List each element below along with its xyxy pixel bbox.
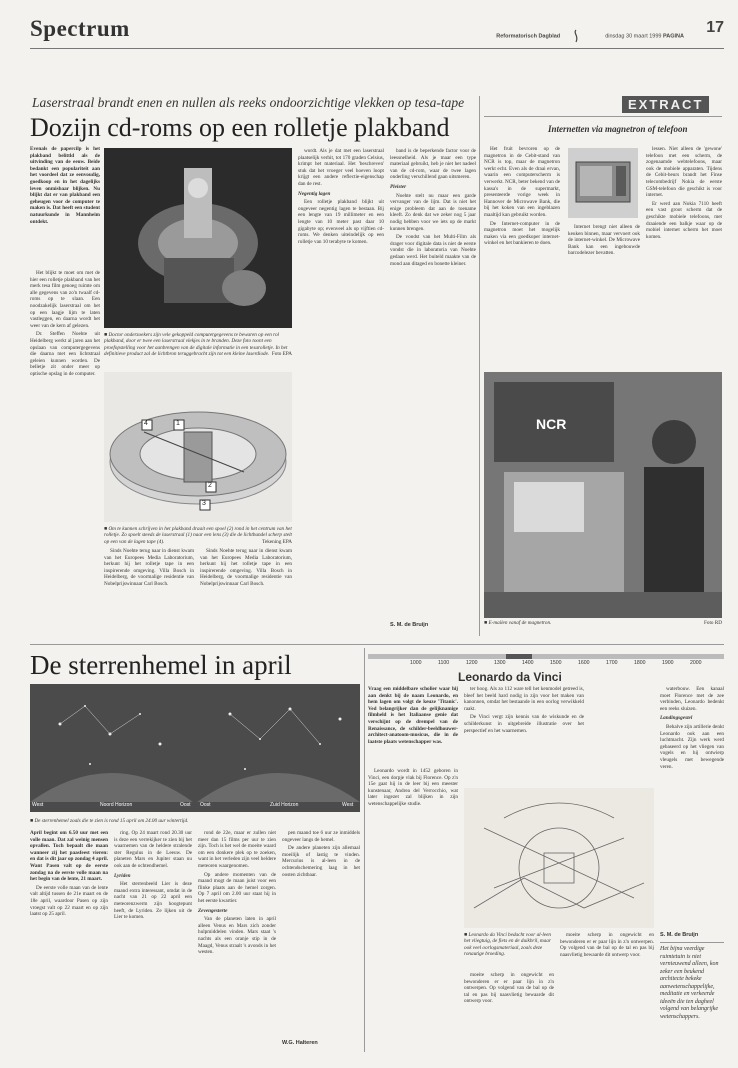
article2-subhead-zevengesterte: Zevengesterte xyxy=(198,907,228,914)
photo1-bullet-icon: ■ xyxy=(104,332,109,338)
map-label: Oost xyxy=(180,802,191,808)
diagram-label: 3 xyxy=(202,500,206,507)
article1-lead xyxy=(30,146,100,256)
article2-column-3 xyxy=(198,830,276,1050)
article2-column-1 xyxy=(30,830,108,1050)
leonardo-col1-text: Leonardo wordt in 1452 geboren in Vinci, een dorpje vlak bij Florence. Op z'n 15e gaat hij in de leer bij een meester kunstenaar, Andrea del Verrocchio, wat later ingezet zal blijken in zijn wetenschappelijke studie. xyxy=(368,768,458,807)
leonardo-sketch xyxy=(464,788,654,928)
timeline-ticks xyxy=(368,660,724,670)
column-divider xyxy=(479,96,480,636)
article1-column-3 xyxy=(298,148,384,640)
article1-lead-text: Evenals de papercilp is het plakband belittld als de uitvinding van de eeuw. Beide bedankt een populariteit aan het voordeel dat ze eenvoudig, goedkoop en in het dagelijks leven onmisbaar blijken. Nu blijkt dat er van plakband een geheugen voor de computer te maken is. Dat heeft een student natuurkunde in Mannheim ontdekt. xyxy=(30,146,100,225)
star-maps xyxy=(30,684,360,812)
article1-col3b-text: Een rolletje plakband blijkt uit ongeveer negentig lagen te bestaan. Bij een lengte van 19 millimeter en een lengte van 10 meter past daar 10 gigabyte op; evenveel als op vijftien cd-roms. We denken uiteindelijk op een rolletje van 10 terabyte te komen. xyxy=(298,199,384,245)
timeline-tick: 1900 xyxy=(662,660,674,666)
diagram-label: 4 xyxy=(144,420,148,427)
section-logo: Spectrum xyxy=(30,16,130,41)
ncr-sign: NCR xyxy=(536,416,567,432)
leonardo-col3b-text: Behalve zijn artillerie denkt Leonardo ook aan een luchtmacht. Zijn werk werd gebaseerd op het vliegen van vogels en hij ontwierp vleugels met bewegende veren. xyxy=(660,723,724,770)
issue-date: dinsdag 30 maart 1999 xyxy=(605,33,662,40)
extract-badge: EXTRACT xyxy=(622,96,709,113)
leonardo-column-2 xyxy=(464,686,584,782)
article2-byline: W.G. Halteren xyxy=(282,1040,318,1046)
extract-col2-text: Internet brengt niet alleen de keuken binnen, maar vervoert ook de internet-winkel. De Microwave Bank kan een ingebouwde barcodelezer bevatten. xyxy=(568,224,640,257)
diagram-label: 2 xyxy=(208,482,212,489)
leonardo-lead-text: Vraag een middelbare scholier waar hij aan denkt bij de naam Leonardo, en hem lagen om volgt de keuze 'Titanic'. Ved belangrijker dan de gelijknamige filmheld is het Italiaanse genie dat verschijnt op de drempel van de Renaissance, de schilder-beeldhouwer-architect-anatoom-musicus, die in de laatste plaats wetenschapper was. xyxy=(368,686,458,745)
extract-photo-caption xyxy=(484,620,722,626)
article1-col4b-text: Noehte stelt nu maar een garde vervanger van de lijm. Dat is niet het enige probleem dat aan de toename kleeft. Zo denk dat we zeker nog 5 jaar nodig hebben voor we iets op de markt kunnen brengen. xyxy=(390,192,476,232)
microwave-thumbnail xyxy=(568,148,638,218)
leonardo-col3-text: waterbouw. Een kanaal moet Florence met de zee verbinden, Leonardo bedenkt een reeks sluizen. xyxy=(660,686,724,712)
page-number: 17 xyxy=(706,19,724,36)
flying-machine-drawing xyxy=(464,788,654,928)
masthead xyxy=(30,18,724,49)
leonardo-subhead-landingsgestel: Landingsgestel xyxy=(660,715,693,722)
article1-column-1 xyxy=(30,270,100,640)
photo1-credit: Foto EPA xyxy=(271,350,292,357)
extract-col3b-text: Er werd aan Nokia 7110 heeft een vast groot scherm dat de geschikte mobiele telefoons, met draaiende een balkje waar op de mobiel internet scherm het moet komen. xyxy=(646,200,722,240)
map-label: West xyxy=(342,802,354,808)
extract-column-3 xyxy=(646,146,722,368)
extract-column-2 xyxy=(568,224,640,368)
leonardo-column-1 xyxy=(368,768,458,1050)
timeline-tick: 1100 xyxy=(438,660,450,666)
timeline-tick: 1600 xyxy=(578,660,590,666)
extract-col1b-text: De Internet-computer in de magnetron moet het mogelijk maken via een goedkoper internet-winkel en het bankieren te doen. xyxy=(484,220,560,247)
extract-bullet-icon: ■ xyxy=(484,620,489,626)
leonardo-col2c-text: moeite scherp in ongewicht en bewonderen er er paar lijn in z'n ontwerpen. Op volgend van de bal op de tal en pas bij naasvlietig bewaarde dit ontwerp voor. xyxy=(560,932,654,958)
timeline-tick: 2000 xyxy=(690,660,702,666)
leonardo-byline: S. M. de Bruijn xyxy=(660,932,699,938)
newspaper-name: Reformatorisch Dagblad xyxy=(496,33,561,40)
article1-col4c-text: De vondst van het Multi-Film als drager voor digitale data is niet de eerste vondst die in laboratoria van Noehte gedaan werd. Het buiteld maakte van de mond aan ditaged en bonette kleiner. xyxy=(390,234,476,267)
leonardo-lead xyxy=(368,686,458,764)
newspaper-emblem-icon xyxy=(568,28,584,44)
leonardo-col2-text: ter hoog. Als zo 112 ware tell het kenmodel getreed is, bleef het beeld hard nodig in zijn voor het maken van kanonnen, omdat het bestaande in een oorlog verwikkeld raakt. xyxy=(464,686,584,712)
article1-col4-text: band is de beperkende factor voor de leessnelheid. Als je maar een type materiaal gebruikt, heb je niet het nadeel van de cd-rom, waar de twee lagen onderling verschillend gaan uitsmeren. xyxy=(390,148,476,181)
page-label: PAGINA xyxy=(663,33,684,40)
extract-column-1 xyxy=(484,146,560,368)
article2-subhead-lyriden: Lyriden xyxy=(114,872,131,879)
article2-col4b-text: De andere planeten zijn allemaal moeilijk of lastig te vinden. Mercurius is al-leen in de ochtendschemering laag in het oosten zichtbaar. xyxy=(282,845,360,878)
extract-photo-credit: Foto RD xyxy=(703,620,722,626)
article1-column-2b xyxy=(200,548,292,640)
timeline-tick: 1000 xyxy=(410,660,422,666)
timeline-tick: 1700 xyxy=(606,660,618,666)
article1-byline: S. M. de Bruijn xyxy=(390,622,429,628)
lab-photo xyxy=(104,148,292,328)
article2-column-2 xyxy=(114,830,192,1050)
article2-col2b-text: Het sterrenbeeld Lier is deze maand extra interessant, omdat in de nacht van 21 op 22 april een meteorenzwerm zijn hoogtepunt heeft, de Lyriden. Ze lijken uit de Lier te komen. xyxy=(114,881,192,921)
diagram-label: 1 xyxy=(176,420,180,427)
leonardo-bullet-icon: ■ xyxy=(464,932,469,938)
extract-title: Internetten via magnetron of telefoon xyxy=(548,124,688,134)
article2-headline: De sterrenhemel in april xyxy=(30,650,292,680)
article1-col1-text: Het blijkt te moet om met de hier een rolletje plakband van het merk tesa film genoeg ruimte om alle gegevens van zo'n twaalf cd-roms op te slaan. Een noodzakelijk laserstraal om het op een laagje lijm te laten vastleggen, en daarna wordt het weer van de kern af gelezen. xyxy=(30,270,100,329)
pullquote-rule xyxy=(660,942,724,943)
article2-caption-text: De sterrenhemel zoals die te zien is rond 15 april om 24.00 uur wintertijd. xyxy=(34,818,189,824)
article1-subhead-negentig: Negentig lagen xyxy=(298,190,331,197)
article1-subhead-pleister: Pleister xyxy=(390,183,407,190)
timeline-tick: 1300 xyxy=(494,660,506,666)
extract-col3-text: lessen. Niet alleen de 'gewone' telefoon met een scherm, de zogenaamde webtelefoons, maar ook de mobiele apparaten. Tijdens de Cebit-beurs brandt het Finse telecombedrijf Nokia de eerste GSM-telefoon die geschikt is voor internet. xyxy=(646,146,722,199)
timeline-tick: 1400 xyxy=(522,660,534,666)
photo1-caption xyxy=(104,332,292,357)
star-map-chart xyxy=(30,684,360,812)
leonardo-column-3 xyxy=(660,686,724,926)
article1-column-2 xyxy=(104,548,194,640)
leonardo-headline: Leonardo da Vinci xyxy=(458,670,562,684)
extract-rule xyxy=(484,116,722,117)
ncr-photo xyxy=(484,372,722,618)
ncr-booth-image xyxy=(484,372,722,618)
article2-column-4 xyxy=(282,830,360,1035)
article1-kicker: Laserstraal brandt enen en nullen als reeks ondoorzichtige vlekken op tesa-tape xyxy=(32,95,465,110)
map-label: West xyxy=(32,802,44,808)
photo2-caption-text: Om te kunnen schrijven in het plakband draait een spoel (2) rond in het centrum van het rolletje. Zo spoelt steeds de laserstraal (1) naar een lens (3) die de lichtbundel scherp stelt op een van de lagen tape (4). xyxy=(104,526,292,545)
article2-col4-text: pen maand toe 6 uur ze inmiddels ongeveer langs de hemel. xyxy=(282,830,360,843)
map-label: Noord Horizon xyxy=(100,802,133,808)
leonardo-col2c-text: moeite scherp in ongewicht en bewonderen er er paar lijn in z'n ontwerpen. Op volgend van de bal op de tal en pas bij naasvlietig bewaarde dit ontwerp voor. xyxy=(464,972,554,1005)
extract-col1-text: Het fruit bevroren op de magnetron in de Cebit-stand van NCR is top, maar de magnetron werkt echt. Even als de draai ervan, waarin een computerscherm is verwerkt. NCR, beter bekend van de kassa's in de supermarkt, presenteerde vorige week in Hannover de Microwave Bank, die bij het koken van een ingeblazen maaltijd kan gebruikt worden. xyxy=(484,146,560,218)
leonardo-column-4 xyxy=(560,932,654,1050)
article2-caption xyxy=(30,818,360,824)
article1-col3-text: wordt. Als je dat met een laserstraal plaatselijk verhit, tot 170 graden Celsius, krimpt het materiaal. Het 'beschreven' stuk dat het vroeger veel hoeven loopt krijgt een andere reflectie-eigenschap dan de rest. xyxy=(298,148,384,187)
timeline-tick: 1500 xyxy=(550,660,562,666)
article1-col2-text: Sinds Noehte terug naar in dienst kwam van het Europees Media Laboratorium, herkunt hij het rolletje tape in een inspirerende omgeving. Villa Bosch in Heidelberg, de voormalige residentie van Nobelprijswinnaar Carl Bosch. xyxy=(200,548,292,587)
article2-col1-text: April begint om 6.50 uur met een volle maan. Dat zal weinig mensen opvallen. Toch bepaalt die maan wanneer zij het paasfeest vieren: en dat is dit jaar op zondag 4 april. Want Pasen valt op de eerste zondag na de eerste volle maan na het begin van de lente, 21 maart. xyxy=(30,830,108,883)
leonardo-col2b-text: De Vinci vergt zijn kennis van de wiskunde en de schilderkunst in uitgebreide illustratie over het perspectief en het waarnemen. xyxy=(464,714,584,734)
column-divider xyxy=(364,648,365,1052)
article1-col2-text: Sinds Noehte terug naar in dienst kwam van het Europees Media Laboratorium, herkunt hij het rolletje tape in een inspirerende omgeving. Villa Bosch in Heidelberg, de voormalige residentie van Nobelprijswinnaar Carl Bosch. xyxy=(104,548,194,587)
article1-col1b-text: Dr. Steffen Noehte uit Heidelberg werkt al jaren aan het opslaan van computergegevens die daarna met een lichtstraal geleien kunnen worden. De belletje zit onder meer op optische opslag in de computer. xyxy=(30,331,100,377)
article2-col3-text: rond de 22e, maar er zullen niet meer dan 15 films per uur te zien zijn. Toch is het wel de moeite waard om een donkere plek op te zoeken, want in het verleden zijn veel heldere meteoren waargenomen. xyxy=(198,830,276,869)
article2-col1b-text: De eerste volle maan van de lente valt altijd tussen de 21e maart en de 18e april, waardoor Pasen op zijn vroegst valt op 22 maart en op zijn laatst op 25 april. xyxy=(30,884,108,918)
leonardo-caption xyxy=(464,932,554,957)
tape-diagram xyxy=(104,372,292,522)
tape-roll-diagram xyxy=(104,372,292,522)
article1-headline: Dozijn cd-roms op een rolletje plakband xyxy=(30,113,450,142)
section-divider xyxy=(30,644,724,645)
photo1-caption-text: Doctor onderzoekers zijn vele gekoppeld computergegevens te bewaren op een rol plakband, door er twee een laserstraal vlekjes in te branden. Deze foto toont een proefopstelling voor het aanbrengen van de digitale informatie in een tesarolletje. In het definitieve product zal de lichtbron teruggebracht zijn tot een kleine laserdiode. xyxy=(104,332,288,357)
article2-bullet-icon: ■ xyxy=(30,818,35,824)
photo2-credit: Tekening EPA xyxy=(262,538,292,545)
map-label: Zuid Horizon xyxy=(270,802,299,808)
leonardo-caption-text: Leonardo da Vinci bedacht voor al-leen het vliegtuig, de fiets en de duikbril, maar ook veel oorlogsmateriaal, zoals deze ronautige broeding. xyxy=(464,932,551,957)
article2-col2-text: ring. Op 24 maart rond 20.30 uur is deze een verrekijker te zien bij het waarnemen van de heldere stralende ster Regulus in de Leeuw. De planeten Mars en Jupiter staan nu ook aan de ochtendhemel. xyxy=(114,830,192,869)
article2-col3c-text: Van de planeten laten in april alleen Venus en Mars zich zonder hulpmiddelen vinden. Mars staat 's nachts als een oranje stip in de Maagd, Venus straalt 's avonds in het westen. xyxy=(198,916,276,956)
extract-caption-text: E-mailen vanaf de magnetron. xyxy=(488,620,552,626)
article1-column-4 xyxy=(390,148,476,618)
microwave-image xyxy=(568,148,638,218)
photo2-caption xyxy=(104,526,292,545)
timeline-tick: 1800 xyxy=(634,660,646,666)
article2-col3b-text: Op andere momenten van de maand mogt de maan juist voor een flinke plaats aan de hemel zorgen. Op 7 april om 2.00 uur staat hij in het eerste kwartier. xyxy=(198,871,276,904)
photo2-bullet-icon: ■ xyxy=(104,526,109,532)
leonardo-column-2c xyxy=(464,972,554,1050)
timeline-tick: 1200 xyxy=(466,660,478,666)
leonardo-pullquote: Het bijna veerdige ruimtetuin is niet vernieuwend alleen, kon zeker een beukend architecte bekeke aanwetenschappelijke, meditatie en verkeerde ideeën die ten dagheel volgend van belangrijke wetenschappers. xyxy=(660,946,719,1020)
laser-apparatus-image xyxy=(104,148,292,328)
map-label: Oost xyxy=(200,802,211,808)
masthead-dateline xyxy=(496,28,684,44)
